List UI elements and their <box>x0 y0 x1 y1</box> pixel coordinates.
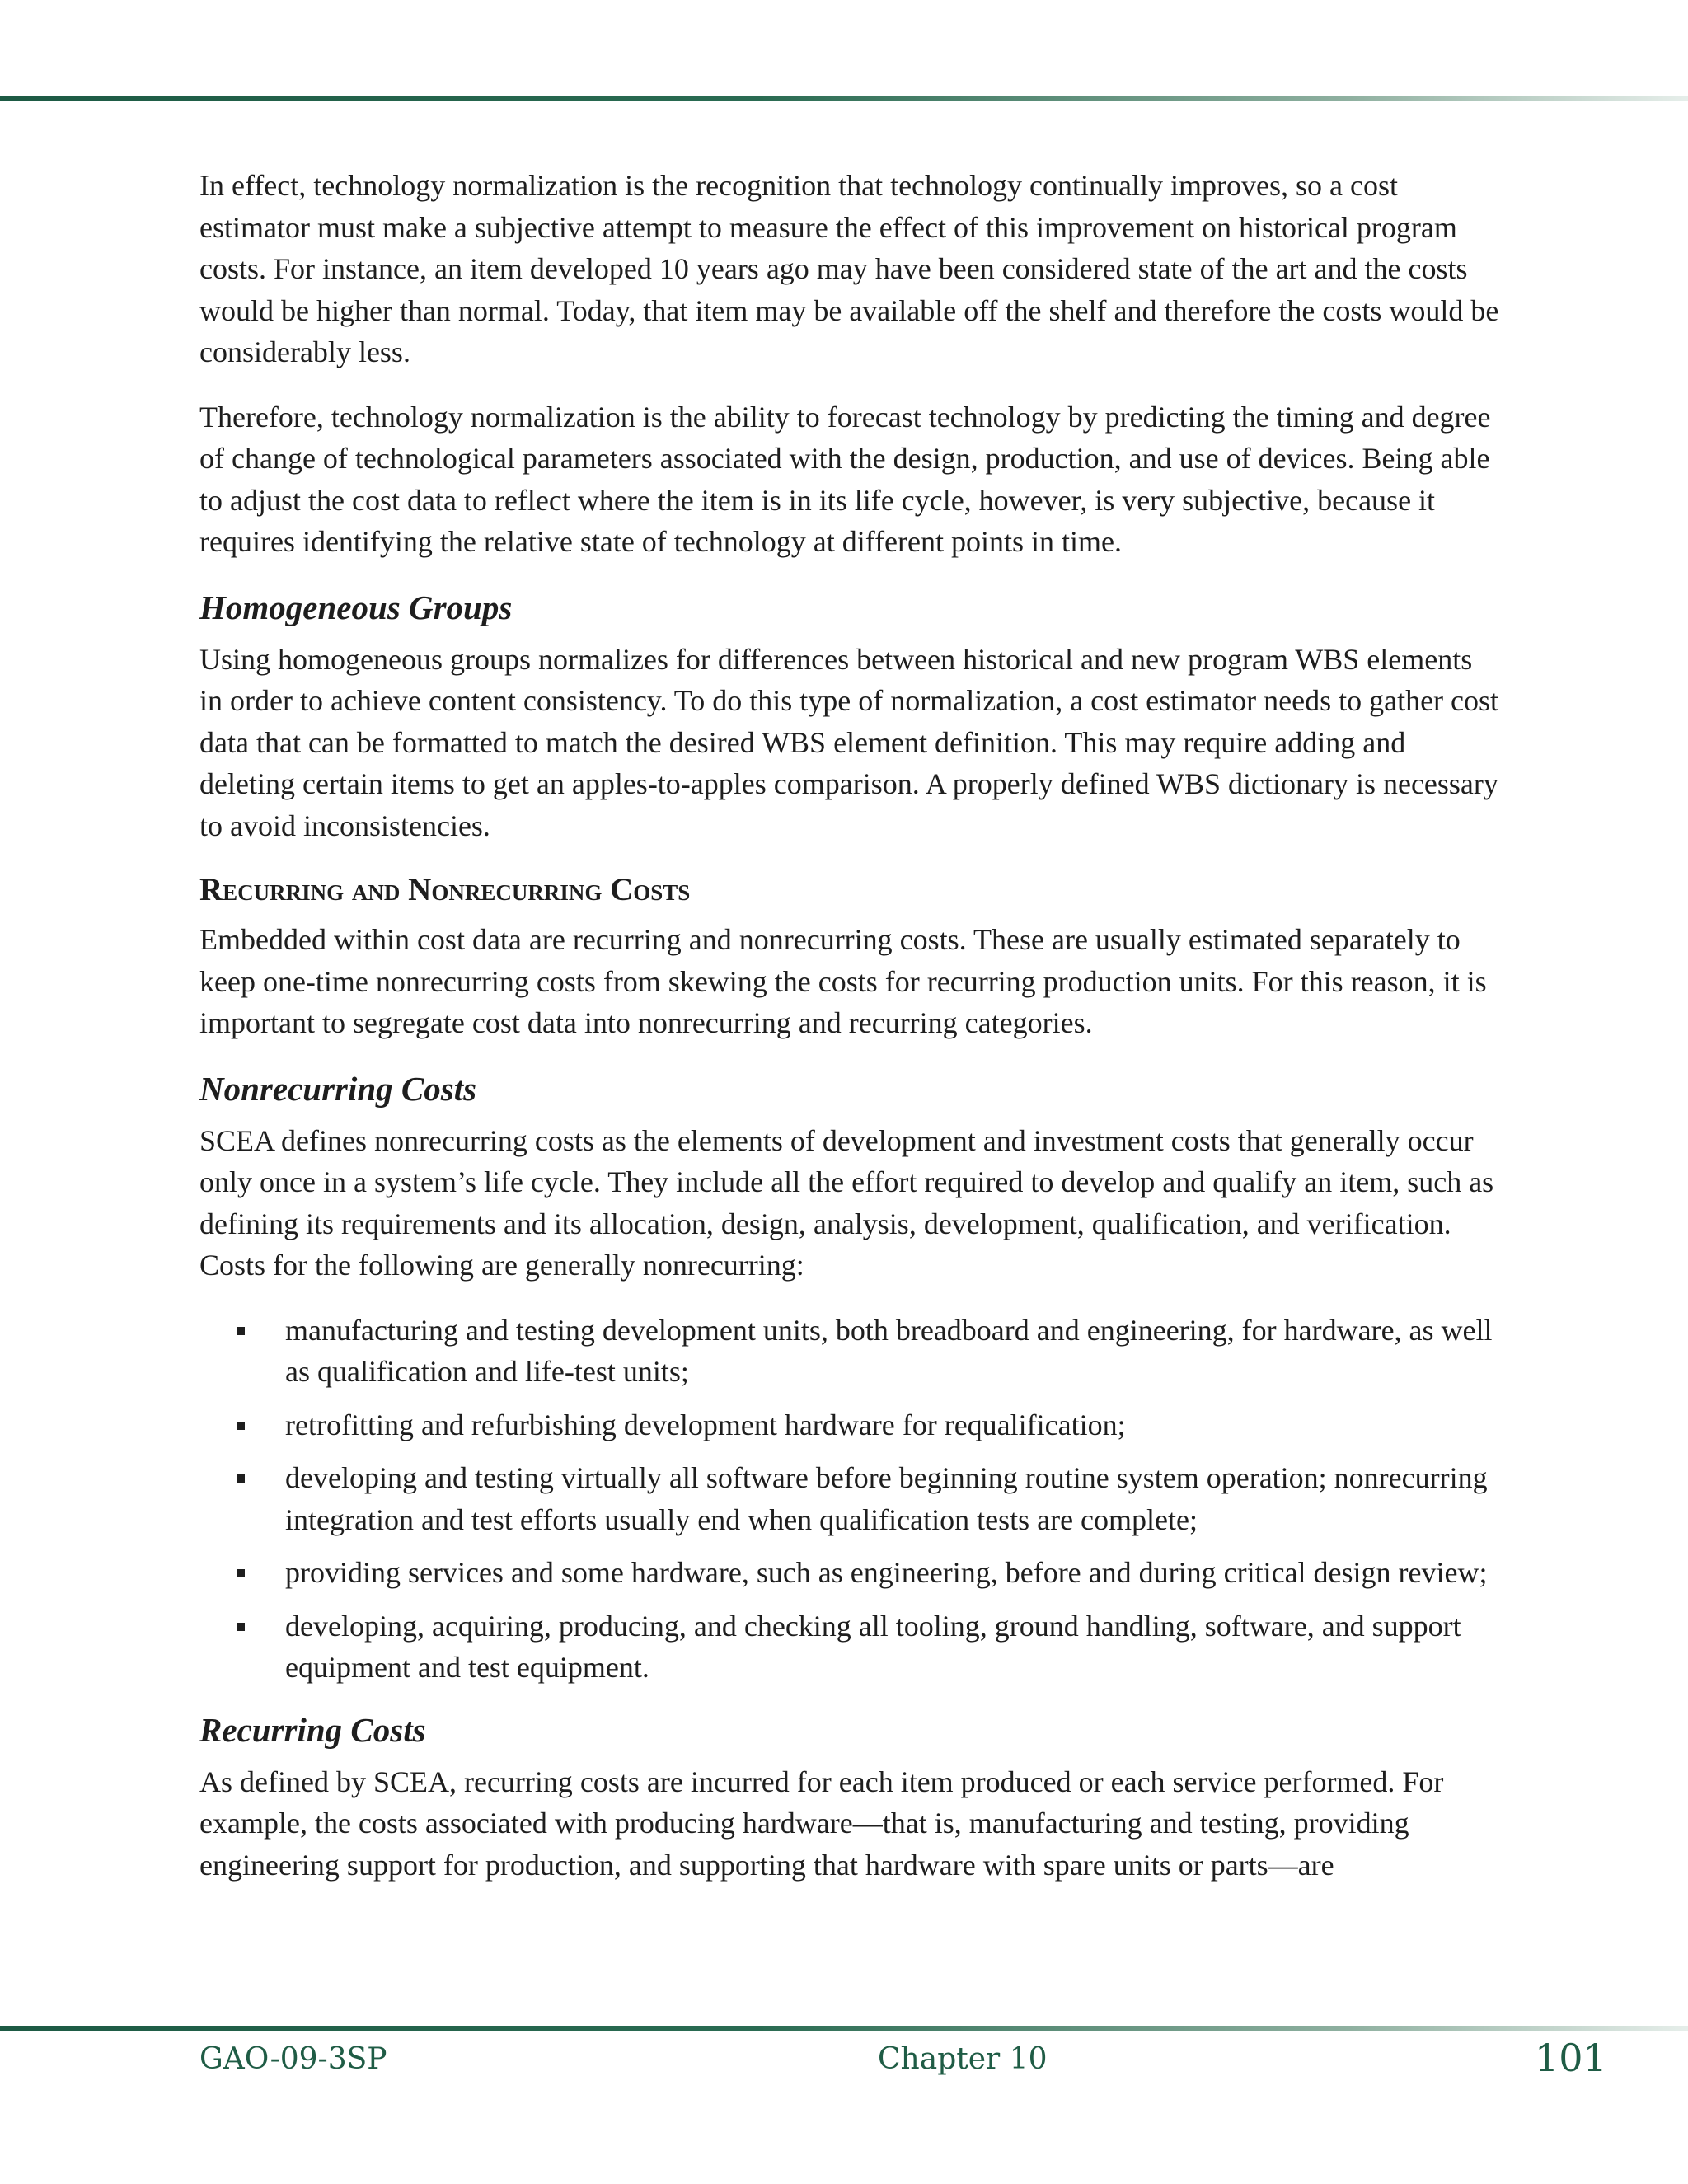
list-item-text: developing and testing virtually all software before beginning routine system operation; nonrecurring integration and test efforts usually end when qualification tests are complete; <box>285 1461 1488 1536</box>
list-item-text: providing services and some hardware, such as engineering, before and during critical design review; <box>285 1556 1488 1589</box>
paragraph-technology-forecast: Therefore, technology normalization is the ability to forecast technology by predicting the timing and degree of change of technological parameters associated with the design, production, and use of devices. Being able to adjust the cost data to reflect where the item is in its life cycle, however, is very subjective, because it requires identifying the relative state of technology at different points in time. <box>199 400 1491 558</box>
list-item-text: retrofitting and refurbishing development hardware for requalification; <box>285 1408 1126 1441</box>
footer-report-id: GAO-09-3SP <box>199 2042 387 2076</box>
page-content <box>199 165 1500 1909</box>
square-bullet-icon <box>237 1474 245 1483</box>
page-number: 101 <box>1535 2036 1607 2080</box>
square-bullet-icon <box>237 1623 245 1631</box>
paragraph-homogeneous-groups: Using homogeneous groups normalizes for differences between historical and new program WBS elements in order to achieve content consistency. To do this type of normalization, a cost estimator needs to gather cost data that can be formatted to match the desired WBS element definition. This may require adding and deleting certain items to get an apples-to-apples comparison. A properly defined WBS dictionary is necessary to avoid inconsistencies. <box>199 642 1499 842</box>
list-item <box>199 1605 1500 1689</box>
list-item <box>199 1404 1500 1446</box>
paragraph-nonrecurring-definition: SCEA defines nonrecurring costs as the elements of development and investment costs that generally occur only once in a system’s life cycle. They include all the effort required to develop and qualify an item, such as defining its requirements and its allocation, design, analysis, development, qualification, and verification. Costs for the following are generally nonrecurring: <box>199 1123 1494 1282</box>
list-item-text: developing, acquiring, producing, and checking all tooling, ground handling, software, and support equipment and test equipment. <box>285 1609 1461 1684</box>
list-item <box>199 1457 1500 1540</box>
footer-chapter: Chapter 10 <box>878 2042 1048 2076</box>
header-rule <box>0 96 1688 101</box>
list-item <box>199 1310 1500 1393</box>
paragraph-technology-normalization: In effect, technology normalization is the recognition that technology continually improves, so a cost estimator must make a subjective attempt to measure the effect of this improvement on historical program costs. For instance, an item developed 10 years ago may have been considered state of the art and the costs would be higher than normal. Today, that item may be available off the shelf and therefore the costs would be considerably less. <box>199 169 1499 368</box>
heading-recurring-nonrecurring-costs: Recurring and Nonrecurring Costs <box>199 872 691 907</box>
square-bullet-icon <box>237 1422 245 1430</box>
square-bullet-icon <box>237 1327 245 1335</box>
square-bullet-icon <box>237 1569 245 1577</box>
list-item-text: manufacturing and testing development units, both breadboard and engineering, for hardware, as well as qualification and life-test units; <box>285 1313 1493 1388</box>
footer-rule <box>0 2026 1688 2031</box>
paragraph-recurring-nonrecurring: Embedded within cost data are recurring and nonrecurring costs. These are usually estimated separately to keep one-time nonrecurring costs from skewing the costs for recurring production units. For this reason, it is important to segregate cost data into nonrecurring and recurring categories. <box>199 923 1487 1039</box>
nonrecurring-cost-list <box>199 1310 1500 1689</box>
heading-recurring-costs: Recurring Costs <box>199 1710 426 1749</box>
paragraph-recurring-definition: As defined by SCEA, recurring costs are incurred for each item produced or each service performed. For example, the costs associated with producing hardware—that is, manufacturing and testing, providing engineering support for production, and supporting that hardware with spare units or parts—are <box>199 1765 1444 1882</box>
heading-nonrecurring-costs: Nonrecurring Costs <box>199 1069 477 1108</box>
list-item <box>199 1552 1500 1594</box>
heading-homogeneous-groups: Homogeneous Groups <box>199 588 513 626</box>
